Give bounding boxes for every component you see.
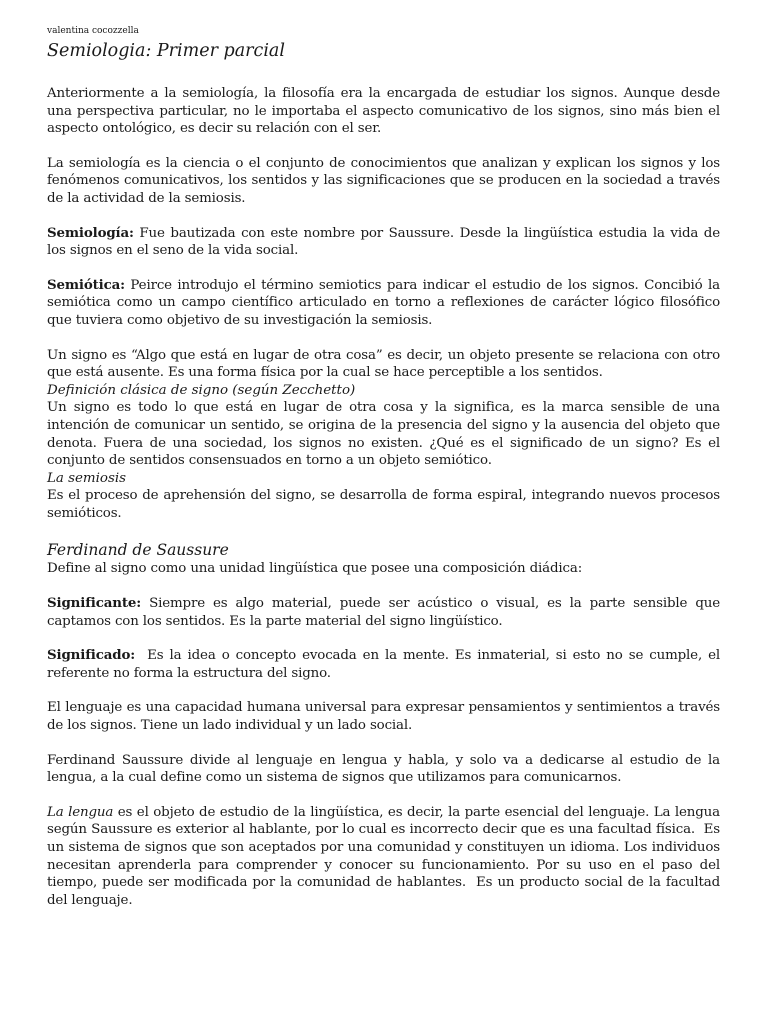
- text-lengua: es el objeto de estudio de la lingüística, es decir, la parte esencial del lenguaje. La lengua según Saussure es exterior al hablante, por lo cual es incorrecto decir que es una facultad física. Es un sistema de signos que son aceptados por una comunidad y constituyen un idioma. Los individuos necesitan aprenderla para comprender y conocer su funcionamiento. Por su uso en el paso del tiempo, puede ser modificada por la comunidad de hablantes. Es un producto social de la facultad del lenguaje.: [47, 804, 725, 908]
- paragraph-significante: [47, 595, 720, 630]
- paragraph-semiologia-definition: La semiología es la ciencia o el conjunto de conocimientos que analizan y explican los signos y los fenómenos comunicativos, los sentidos y las significaciones que se producen en la sociedad a través de la actividad de la semiosis.: [47, 155, 720, 206]
- paragraph-significado: [47, 647, 725, 682]
- term-semiotica: Semiótica:: [47, 276, 125, 293]
- subheading-definicion: Definición clásica de signo (según Zecchetto): [47, 382, 356, 398]
- paragraph-intro: Anteriormente a la semiología, la filosofía era la encargada de estudiar los signos. Aunque desde una perspectiva particular, no le importaba el aspecto comunicativo de los signos, sino más bien el aspecto ontológico, es decir su relación con el ser.: [47, 86, 720, 137]
- term-semiologia: Semiología:: [47, 224, 134, 241]
- document-title: Semiologia: Primer parcial: [47, 41, 285, 61]
- author-name: valentina cocozzella: [47, 26, 139, 36]
- paragraph-saussure-intro: Define al signo como una unidad lingüística que posee una composición diádica:: [47, 561, 583, 577]
- paragraph-semiosis: Es el proceso de aprehensión del signo, se desarrolla de forma espiral, integrando nuevos procesos semióticos.: [47, 488, 720, 521]
- paragraph-lengua-habla: Ferdinand Saussure divide al lenguaje en lengua y habla, y solo va a dedicarse al estudio de la lengua, a la cual define como un sistema de signos que utilizamos para comunicarnos.: [47, 752, 720, 786]
- text-significante: Siempre es algo material, puede ser acústico o visual, es la parte sensible que captamos con los sentidos. Es la parte material del signo lingüístico.: [47, 596, 720, 629]
- paragraph-definicion: Un signo es todo lo que está en lugar de otra cosa y la significa, es la marca sensible de una intención de comunicar un sentido, se origina de la presencia del signo y la ausencia del objeto que denota. Fuera de una sociedad, los signos no existen. ¿Qué es el significado de un signo? Es el conjunto de sentidos consensuados en torno a un objeto semiótico.: [47, 400, 720, 469]
- section-heading-saussure: Ferdinand de Saussure: [47, 541, 229, 560]
- text-semiotica: Peirce introdujo el término semiotics para indicar el estudio de los signos. Concibió la semiótica como un campo científico articulado en torno a reflexiones de carácter lógico filosófico que tuviera como objetivo de su investigación la semiosis.: [47, 277, 720, 328]
- subheading-semiosis: La semiosis: [47, 470, 126, 486]
- term-lengua: La lengua: [47, 804, 114, 820]
- text-significado: Es la idea o concepto evocada en la mente. Es inmaterial, si esto no se cumple, el referente no forma la estructura del signo.: [47, 648, 725, 681]
- document-page: [47, 25, 725, 909]
- term-significado: Significado:: [47, 647, 136, 664]
- paragraph-lenguaje: El lenguaje es una capacidad humana universal para expresar pensamientos y sentimientos a través de los signos. Tiene un lado individual y un lado social.: [47, 700, 720, 734]
- term-significante: Significante:: [47, 595, 142, 612]
- paragraph-signo: Un signo es “Algo que está en lugar de otra cosa” es decir, un objeto presente se relaciona con otro que está ausente. Es una forma física por la cual se hace perceptible a los sentidos.: [47, 347, 720, 381]
- text-semiologia: Fue bautizada con este nombre por Saussure. Desde la lingüística estudia la vida de los signos en el seno de la vida social.: [47, 225, 720, 259]
- paragraph-lengua: [47, 804, 725, 910]
- paragraph-semiotica: [47, 277, 720, 330]
- paragraph-semiologia: [47, 225, 720, 260]
